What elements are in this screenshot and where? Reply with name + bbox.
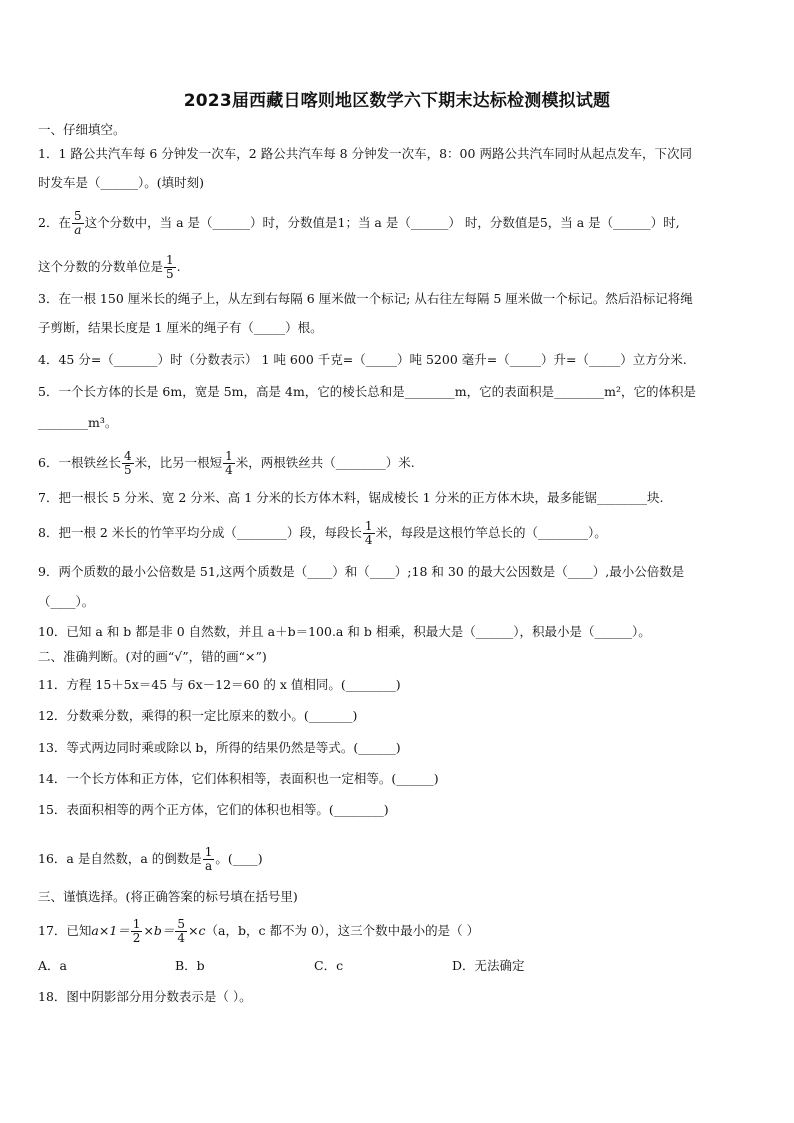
fraction-5-over-a: $\frac{5}{a}$ xyxy=(73,209,82,237)
question-2-suffix: 这个分数中，当 a 是（______）时，分数值是1；当 a 是（______） 时，分数值是5，当 a 是（______）时, xyxy=(84,215,680,230)
section-choice-heading: 三、谨慎选择。(将正确答案的标号填在括号里) xyxy=(38,889,298,904)
option-a[interactable]: A．a xyxy=(38,958,67,973)
option-d[interactable]: D．无法确定 xyxy=(452,958,525,973)
question-2-line-2-text: 这个分数的分数单位是 xyxy=(38,259,164,274)
question-8-prefix: 8．把一根 2 米长的竹竿平均分成（________）段，每段长 xyxy=(38,525,362,540)
question-6-middle: 米，比另一根短 xyxy=(134,455,223,470)
question-1-line-1: 1．1 路公共汽车每 6 分钟发一次车，2 路公共汽车每 8 分钟发一次车，8：00 两路公共汽车同时从起点发车，下次同 xyxy=(38,146,692,161)
page-title: 2023届西藏日喀则地区数学六下期末达标检测模拟试题 xyxy=(183,91,611,111)
question-6-prefix: 6．一根铁丝长 xyxy=(38,455,121,470)
question-17-suffix: （a，b，c 都不为 0），这三个数中最小的是（ ） xyxy=(205,923,480,938)
question-4: 4．45 分=（_______）时（分数表示） 1 吨 600 千克=（_____）吨 5200 毫升=（_____）升=（_____）立方分米. xyxy=(38,352,687,367)
question-16-suffix: 。(____) xyxy=(215,851,263,866)
question-13: 13．等式两边同时乘或除以 b，所得的结果仍然是等式。(______) xyxy=(38,740,401,755)
question-1-line-2: 时发车是（______）。(填时刻) xyxy=(38,175,205,190)
question-5-line-1: 5．一个长方体的长是 6m，宽是 5m，高是 4m，它的棱长总和是________m，它的表面积是________m²，它的体积是 xyxy=(38,384,697,399)
question-15: 15．表面积相等的两个正方体，它们的体积也相等。(________) xyxy=(38,802,389,817)
question-17-prefix: 17．已知 xyxy=(38,923,92,938)
question-5-line-2: ________m³。 xyxy=(38,415,118,430)
question-3-line-2: 子剪断，结果长度是 1 厘米的绳子有（_____）根。 xyxy=(38,320,323,335)
fraction-4-over-5: $\frac{4}{5}$ xyxy=(123,449,132,477)
expr-times-b: ×b＝ xyxy=(143,923,175,938)
fraction-1-over-4-q8: $\frac{1}{4}$ xyxy=(364,519,373,547)
question-7: 7．把一根长 5 分米、宽 2 分米、高 1 分米的长方体木料，锯成棱长 1 分米的正方体木块，最多能锯________块. xyxy=(38,490,664,505)
question-16 xyxy=(38,846,762,873)
question-14: 14．一个长方体和正方体，它们体积相等，表面积也一定相等。(______) xyxy=(38,771,439,786)
question-10: 10．已知 a 和 b 都是非 0 自然数，并且 a＋b＝100.a 和 b 相乘，积最大是（______），积最小是（______）。 xyxy=(38,624,651,639)
section-judgement-heading: 二、准确判断。(对的画“√”，错的画“×”) xyxy=(38,649,267,664)
question-8-suffix: 米，每段是这根竹竿总长的（________）。 xyxy=(375,525,607,540)
question-6 xyxy=(38,450,762,477)
question-2-line-1 xyxy=(38,210,762,237)
expr-a-times-1: a×1＝ xyxy=(91,923,130,938)
fraction-1-over-4: $\frac{1}{4}$ xyxy=(225,449,233,477)
question-17 xyxy=(38,918,762,945)
fraction-1-over-5: $\frac{1}{5}$ xyxy=(166,253,174,281)
question-2-line-2 xyxy=(38,254,762,281)
fraction-1-over-2: $\frac{1}{2}$ xyxy=(132,917,141,945)
fraction-5-over-4: $\frac{5}{4}$ xyxy=(177,917,186,945)
question-3-line-1: 3．在一根 150 厘米长的绳子上，从左到右每隔 6 厘米做一个标记; 从右往左每隔 5 厘米做一个标记。然后沿标记将绳 xyxy=(38,291,693,306)
question-9-line-1: 9．两个质数的最小公倍数是 51,这两个质数是（____）和（____）;18 和 30 的最大公因数是（____）,最小公倍数是 xyxy=(38,564,685,579)
question-11: 11．方程 15＋5x＝45 与 6x－12＝60 的 x 值相同。(________) xyxy=(38,677,401,692)
option-c[interactable]: C．c xyxy=(314,958,344,973)
question-9-line-2: （____）。 xyxy=(38,594,95,609)
question-16-prefix: 16．a 是自然数，a 的倒数是 xyxy=(38,851,202,866)
question-6-suffix: 米，两根铁丝共（________）米. xyxy=(235,455,415,470)
section-fill-blank-heading: 一、仔细填空。 xyxy=(38,122,126,137)
option-b[interactable]: B．b xyxy=(175,958,205,973)
expr-times-c: ×c xyxy=(188,923,206,938)
fraction-1-over-a: $\frac{1}{a}$ xyxy=(204,845,213,873)
question-12: 12．分数乘分数，乘得的积一定比原来的数小。(_______) xyxy=(38,708,358,723)
question-8 xyxy=(38,520,762,547)
question-2-prefix: 2．在 xyxy=(38,215,71,230)
question-18: 18．图中阴影部分用分数表示是（ ）。 xyxy=(38,989,252,1004)
question-2-period: . xyxy=(176,259,181,274)
